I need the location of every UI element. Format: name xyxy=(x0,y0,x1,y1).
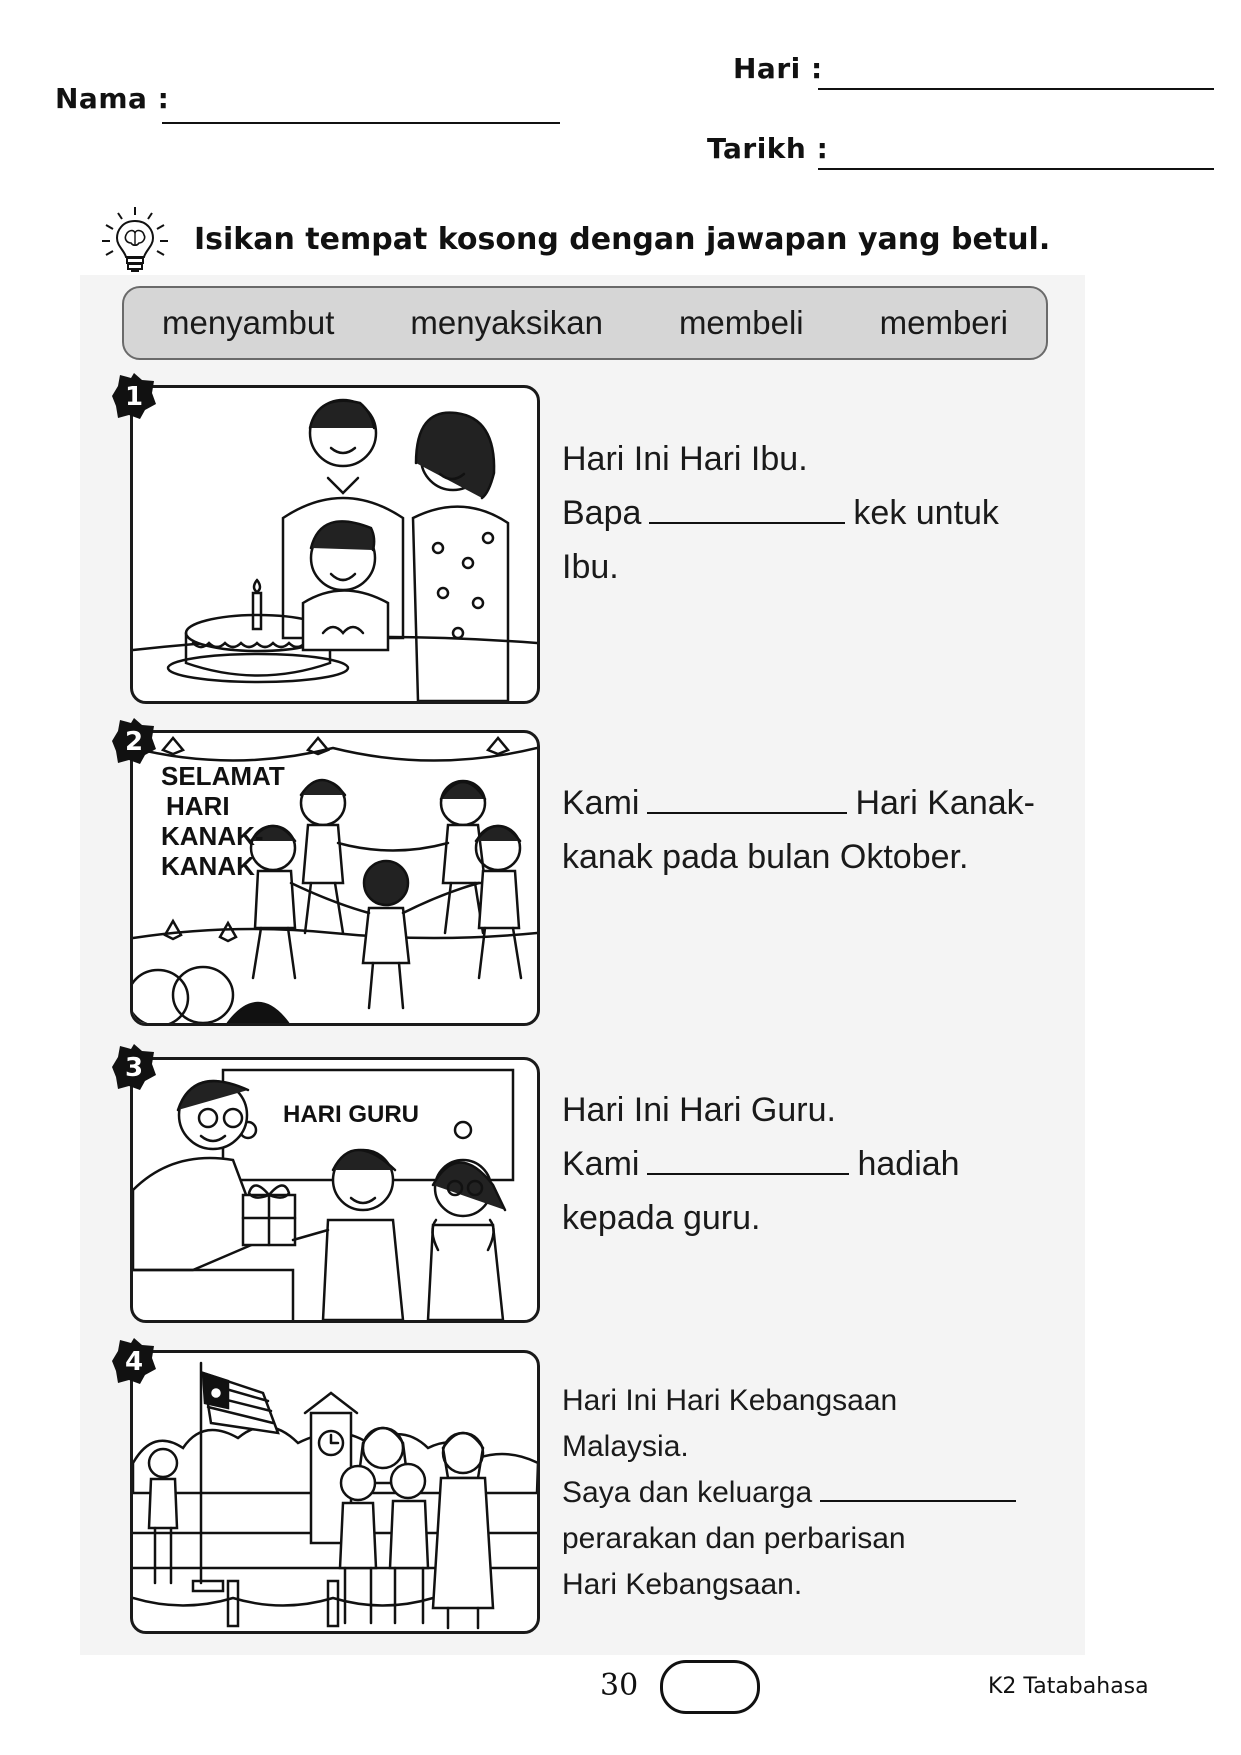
word-bank xyxy=(122,286,1048,360)
score-oval[interactable] xyxy=(660,1660,760,1714)
tarikh-field[interactable] xyxy=(818,168,1214,170)
question-4-text xyxy=(562,1378,1072,1608)
question-line: Hari Ini Hari Ibu. xyxy=(562,440,808,478)
banner-line: KANAK- xyxy=(161,821,264,851)
question-1-number-badge xyxy=(112,372,156,424)
question-3-number: 3 xyxy=(124,1053,144,1083)
tarikh-label: Tarikh : xyxy=(707,132,829,165)
question-3-text xyxy=(562,1083,1072,1245)
question-2-picture xyxy=(130,730,540,1026)
answer-blank-4[interactable] xyxy=(820,1500,1016,1502)
question-line: Malaysia. xyxy=(562,1430,689,1463)
banner-line: SELAMAT xyxy=(161,761,285,791)
nama-field[interactable] xyxy=(162,122,560,124)
question-line: Saya dan keluarga xyxy=(562,1470,1072,1516)
banner-line: KANAK xyxy=(161,851,255,881)
question-line: Hari Ini Hari Guru. xyxy=(562,1091,836,1129)
page-number: 30 xyxy=(600,1668,639,1703)
children-dancing-in-circle-illustration xyxy=(133,733,537,1023)
lightbulb-brain-icon xyxy=(98,205,172,277)
question-2-number-badge xyxy=(112,717,156,769)
question-2-text xyxy=(562,776,1082,884)
answer-blank-1[interactable] xyxy=(649,522,845,524)
question-3-picture xyxy=(130,1057,540,1323)
hari-field[interactable] xyxy=(818,88,1214,90)
nama-label: Nama : xyxy=(55,82,170,115)
instruction-text: Isikan tempat kosong dengan jawapan yang betul. xyxy=(194,222,1051,257)
teacher-receiving-gift-illustration xyxy=(133,1060,537,1320)
question-4-number: 4 xyxy=(124,1347,144,1377)
family-birthday-cake-illustration xyxy=(133,388,537,701)
word-bank-item: membeli xyxy=(678,304,804,341)
answer-blank-3[interactable] xyxy=(647,1173,849,1175)
question-1-text xyxy=(562,432,1072,594)
question-3-number-badge xyxy=(112,1043,156,1095)
board-text: HARI GURU xyxy=(283,1101,419,1128)
answer-blank-2[interactable] xyxy=(647,812,847,814)
question-line: kepada guru. xyxy=(562,1199,761,1237)
question-line: Hari Ini Hari Kebangsaan xyxy=(562,1384,898,1417)
question-line: Ibu. xyxy=(562,548,619,586)
question-line: Bapa kek untuk xyxy=(562,494,999,532)
question-2-number: 2 xyxy=(124,727,144,757)
question-line: Kami hadiah xyxy=(562,1145,960,1183)
word-bank-item: menyambut xyxy=(161,304,335,341)
word-bank-item: menyaksikan xyxy=(410,304,603,341)
question-4-picture xyxy=(130,1350,540,1634)
national-day-flag-parade-illustration xyxy=(133,1353,537,1631)
banner-line: HARI xyxy=(166,791,230,821)
hari-label: Hari : xyxy=(733,52,823,85)
book-title: K2 Tatabahasa xyxy=(988,1674,1149,1699)
question-line: Hari Kebangsaan. xyxy=(562,1568,803,1601)
question-1-number: 1 xyxy=(124,382,144,412)
question-4-number-badge xyxy=(112,1337,156,1389)
question-1-picture xyxy=(130,385,540,704)
question-line: Kami Hari Kanak- xyxy=(562,784,1035,822)
question-line: kanak pada bulan Oktober. xyxy=(562,838,969,876)
word-bank-item: memberi xyxy=(879,304,1008,341)
question-line: perarakan dan perbarisan xyxy=(562,1522,906,1555)
